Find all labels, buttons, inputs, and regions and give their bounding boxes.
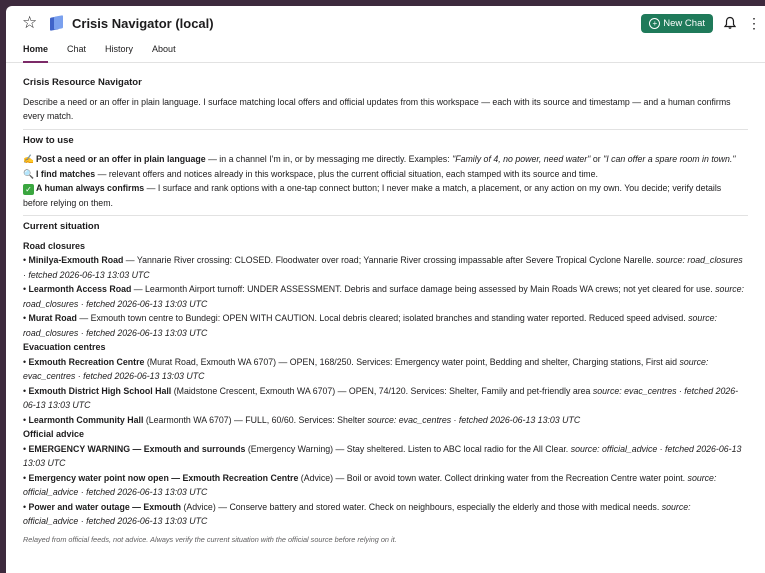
writing-hand-icon: ✍️ — [23, 154, 34, 164]
app-title: Crisis Navigator (local) — [72, 15, 214, 31]
how-to-item: ✍️ Post a need or an offer in plain language — in a channel I'm in, or by messaging me directly. Examples: "Family of 4, no power, need water" or "I can offer a spare room in town." — [23, 152, 748, 167]
intro-text: Describe a need or an offer in plain language. I surface matching local offers and official updates from this workspace — each with its source and timestamp — and a human confirms every match. — [23, 96, 731, 121]
official-advice-item: • Emergency water point now open — Exmouth Recreation Centre (Advice) — Boil or avoid town water. Collect drinking water from the Recreation Centre water point. source: official_advice · fetched 2026-06-13 13:03 UTC — [23, 472, 717, 497]
check-mark-icon: ✓ — [23, 184, 34, 195]
tab-bar — [6, 40, 765, 63]
road-closure-item: • Learmonth Access Road — Learmonth Airport turnoff: UNDER ASSESSMENT. Debris and surface damage being assessed by Main Roads WA crews; not yet cleared for use. source: road_closures · fetched 2026-06-13 13:03 UTC — [23, 284, 745, 309]
road-closure-item: • Minilya-Exmouth Road — Yannarie River crossing: CLOSED. Floodwater over road; Yannarie River crossing impassable after Severe Tropical Cyclone Narelle. source: road_closures · fetched 2026-06-13 13:03 UTC — [23, 255, 743, 280]
new-chat-label: New Chat — [663, 17, 705, 29]
bell-icon[interactable] — [723, 16, 737, 30]
app-window — [6, 6, 765, 573]
how-to-item: ✓ A human always confirms — I surface and rank options with a one-tap connect button; I never make a match, a placement, or any action on my own. You decide; verify details before relying on them. — [23, 183, 722, 208]
intro-heading: Crisis Resource Navigator — [23, 77, 142, 88]
how-to-use-heading: How to use — [23, 134, 74, 146]
magnifier-icon: 🔍 — [23, 168, 34, 179]
tab-chat[interactable]: Chat — [67, 44, 87, 54]
divider — [23, 215, 748, 216]
header-bar — [6, 6, 765, 40]
evac-centre-item: • Learmonth Community Hall (Learmonth WA 6707) — FULL, 60/60. Services: Shelter source: evac_centres · fetched 2026-06-13 13:03 UTC — [23, 414, 581, 425]
tab-home[interactable]: Home — [23, 40, 48, 62]
more-options-icon[interactable]: ⋮ — [747, 15, 761, 31]
tab-history[interactable]: History — [105, 44, 134, 54]
evac-centre-item: • Exmouth District High School Hall (Maidstone Crescent, Exmouth WA 6707) — OPEN, 74/120. Services: Shelter, Family and pet-friendly area source: evac_centres · fetched 2026-06-13 13:03 UTC — [23, 385, 739, 410]
new-chat-button[interactable] — [641, 14, 713, 33]
situation-heading: Current situation — [23, 221, 100, 232]
divider — [23, 129, 748, 130]
official-advice-item: • EMERGENCY WARNING — Exmouth and surrounds (Emergency Warning) — Stay sheltered. Listen to ABC local radio for the All Clear. source: official_advice · fetched 2026-06-13 13:03 UTC — [23, 443, 742, 468]
footnote: Relayed from official feeds, not advice. Always verify the current situation with the official source before relying on it. — [23, 534, 397, 544]
official-advice-heading: Official advice — [23, 429, 85, 439]
star-icon[interactable]: ☆ — [22, 13, 38, 32]
tab-about[interactable]: About — [152, 44, 176, 54]
app-logo-icon — [50, 16, 63, 31]
road-closures-heading: Road closures — [23, 240, 86, 251]
evacuation-centres-heading: Evacuation centres — [23, 342, 106, 352]
home-content — [6, 63, 765, 547]
evac-centre-item: • Exmouth Recreation Centre (Murat Road, Exmouth WA 6707) — OPEN, 168/250. Services: Emergency water point, Bedding and shelter, Charging stations, First aid source: evac_centres · fetched 2026-06-13 13:03 UTC — [23, 356, 709, 381]
plus-circle-icon: + — [649, 18, 660, 29]
official-advice-item: • Power and water outage — Exmouth (Advice) — Conserve battery and stored water. Check on neighbours, especially the elderly and those with medical needs. source: official_advice · fetched 2026-06-13 13:03 UTC — [23, 501, 691, 526]
how-to-item: 🔍 I find matches — relevant offers and notices already in this workspace, plus the current official situation, each stamped with its source and time. — [23, 167, 748, 182]
road-closure-item: • Murat Road — Exmouth town centre to Bundegi: OPEN WITH CAUTION. Local debris cleared; isolated branches and standing water reported. Reduced speed advised. source: road_closures · fetched 2026-06-13 13:03 UTC — [23, 313, 717, 338]
